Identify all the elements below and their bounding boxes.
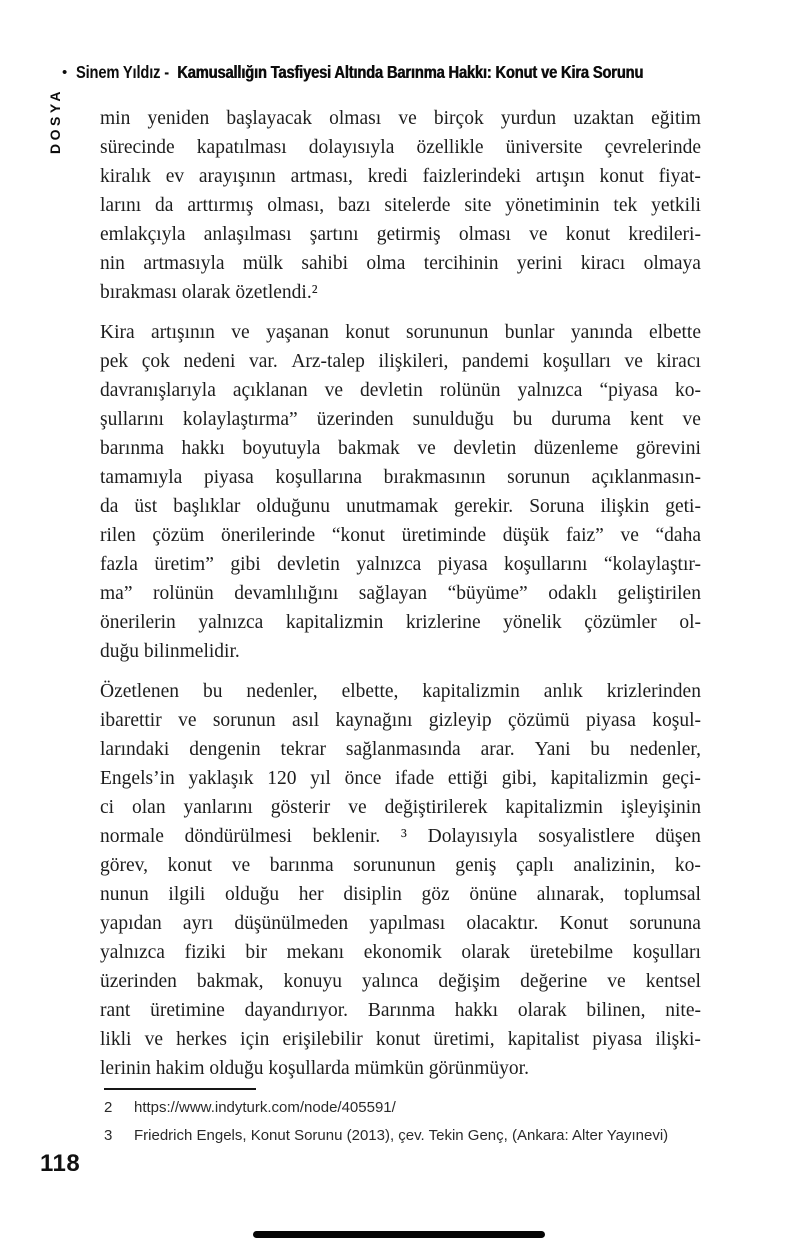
text-line: şullarını kolaylaştırma” üzerinden sunulduğu bu duruma kent ve	[100, 409, 701, 430]
text-line: rilen çözüm önerilerinde “konut üretiminde düşük faiz” ve “daha	[100, 525, 701, 546]
text-line: Kira artışının ve yaşanan konut sorununun bunlar yanında elbette	[100, 322, 701, 343]
text-line: ma” rolünün devamlılığını sağlayan “büyüme” odaklı geliştirilen	[100, 583, 701, 604]
text-line: likli ve herkes için erişilebilir konut üretimi, kapitalist piyasa ilişki-	[100, 1029, 701, 1050]
text-line: ibarettir ve sorunun asıl kaynağını gizleyip çözümü piyasa koşul-	[100, 710, 701, 731]
text-line: görev, konut ve barınma sorununun geniş çaplı analizinin, ko-	[100, 855, 701, 876]
text-line: da üst başlıklar olduğunu unutmamak gerekir. Soruna ilişkin geti-	[100, 496, 701, 517]
text-line: larını da arttırmış olması, bazı sitelerde site yönetiminin tek yetkili	[100, 195, 701, 216]
text-line: nin artmasıyla mülk sahibi olma tercihinin yerini kiracı olmaya	[100, 253, 701, 274]
footnote-text: Friedrich Engels, Konut Sorunu (2013), çev. Tekin Genç, (Ankara: Alter Yayınevi)	[134, 1127, 669, 1144]
bullet-icon: •	[62, 64, 68, 81]
text-line: bırakması olarak özetlendi.²	[100, 282, 318, 303]
paragraph	[100, 318, 701, 666]
running-head	[76, 62, 643, 83]
page-number: 118	[40, 1150, 81, 1177]
paragraph	[100, 104, 701, 307]
home-indicator-bar[interactable]	[253, 1231, 545, 1238]
section-label-vertical: DOSYA	[47, 87, 63, 154]
text-line: emlakçıyla anlaşılması şartını getirmiş olması ve konut kredileri-	[100, 224, 701, 245]
text-line: larındaki dengenin tekrar sağlanmasında arar. Yani bu nedenler,	[100, 739, 701, 760]
text-line: yapıdan ayrı düşünülmeden yapılması olacaktır. Konut sorununa	[100, 913, 701, 934]
text-line: normale döndürülmesi beklenir. ³ Dolayısıyla sosyalistlere düşen	[100, 826, 701, 847]
paragraph	[100, 677, 701, 1083]
text-line: nunun ilgili olduğu her disiplin göz önüne alınarak, toplumsal	[100, 884, 701, 905]
text-line: sürecinde kapatılması dolayısıyla özellikle üniversite çevrelerinde	[100, 137, 701, 158]
text-line: davranışlarıyla açıklanan ve devletin rolünün yalnızca “piyasa ko-	[100, 380, 701, 401]
body-text	[100, 104, 701, 1094]
text-line: fazla üretim” gibi devletin yalnızca piyasa koşullarını “kolaylaştır-	[100, 554, 701, 575]
text-line: üzerinden bakmak, konuyu yalınca değişim değerine ve kentsel	[100, 971, 701, 992]
footnote-separator	[104, 1088, 256, 1090]
text-line: min yeniden başlayacak olması ve birçok yurdun uzaktan eğitim	[100, 108, 701, 129]
author-name: Sinem Yıldız -	[76, 62, 170, 82]
text-line: yalnızca fiziki bir mekanı ekonomik olarak üretebilme koşulları	[100, 942, 701, 963]
footnote-item	[104, 1126, 704, 1145]
text-line: Engels’in yaklaşık 120 yıl önce ifade ettiği gibi, kapitalizmin geçi-	[100, 768, 701, 789]
text-line: pek çok nedeni var. Arz-talep ilişkileri, pandemi koşulları ve kiracı	[100, 351, 701, 372]
text-line: Özetlenen bu nedenler, elbette, kapitalizmin anlık krizlerinden	[100, 681, 701, 702]
text-line: kiralık ev arayışının artması, kredi faizlerindeki artışın konut fiyat-	[100, 166, 701, 187]
text-line: rant üretimine dayandırıyor. Barınma hakkı olarak bilinen, nite-	[100, 1000, 701, 1021]
page-header	[62, 62, 751, 83]
text-line: barınma hakkı boyutuyla bakmak ve devletin düzenleme görevini	[100, 438, 701, 459]
footnote-number: 2	[104, 1099, 113, 1116]
footnote-text: https://www.indyturk.com/node/405591/	[134, 1099, 396, 1116]
text-line: ci olan yanlarını gösterir ve değiştirilerek kapitalizmin işleyişinin	[100, 797, 701, 818]
text-line: duğu bilinmelidir.	[100, 641, 240, 662]
footnote-number: 3	[104, 1127, 113, 1144]
text-line: önerilerin yalnızca kapitalizmin krizlerine yönelik çözümler ol-	[100, 612, 701, 633]
article-title: Kamusallığın Tasfiyesi Altında Barınma Hakkı: Konut ve Kira Sorunu	[177, 62, 644, 82]
footnotes	[104, 1098, 704, 1154]
footnote-item	[104, 1098, 704, 1117]
text-line: tamamıyla piyasa koşullarına bırakmasının sorunun açıklanmasın-	[100, 467, 701, 488]
text-line: lerinin hakim olduğu koşullarda mümkün görünmüyor.	[100, 1058, 529, 1079]
